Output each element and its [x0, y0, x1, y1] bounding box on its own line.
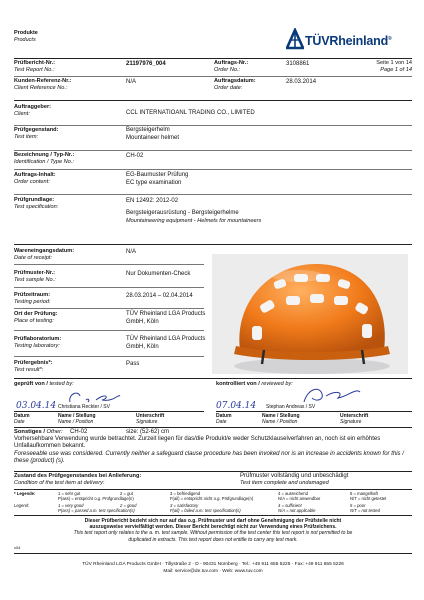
reviewed-signature — [298, 384, 362, 408]
divider — [14, 471, 412, 472]
test-item-label: Prüfgegenstand: Test item: — [14, 127, 59, 140]
reviewed-sign-line — [216, 411, 412, 412]
place-label: Ort der Prüfung: Place of testing: — [14, 311, 58, 324]
tested-by-label: geprüft von / tested by: — [14, 381, 74, 387]
col-date-reviewed: Datum Date — [216, 413, 232, 425]
divider — [14, 427, 412, 428]
sample-no-value: Nur Dokumenten-Check — [126, 271, 191, 277]
divider — [14, 308, 204, 309]
disclaimer: Dieser Prüfbericht bezieht sich nur auf das o.g. Prüfmuster und darf ohne Genehmigung der Prüfstelle nicht auszugsweise vervielfältigt werden. Dieser Bericht berechtigt nicht zur Verwendung eines Prüfzeichens. This test report only relates to the a. m. test sample. Without permission of the test center this test report is not permitted to be duplicated in extracts. This test report does not entitle to carry any test mark. — [73, 518, 353, 543]
divider — [14, 194, 412, 195]
lab-label: Prüflaboratorium: Testing laboratory: — [14, 336, 62, 349]
lab-value-1: TÜV Rheinland LGA Products — [126, 336, 206, 342]
divider — [14, 489, 412, 490]
reviewed-date: 07.04.14 — [216, 401, 257, 411]
foreseeable-use-de: Vorhersehbare Verwendung wurde betrachtet. Zurzeit liegen für das/die Produkt/e weder Schutzklauselverfahren an, noch ist ein erhöhtes Unfallaufkommen bekannt. — [14, 436, 381, 450]
identification-label: Bezeichnung / Typ-Nr.: Identification / Type No.: — [14, 152, 75, 165]
tested-date: 03.04.14 — [16, 401, 57, 411]
order-date-value: 28.03.2014 — [286, 79, 317, 85]
divider — [14, 169, 412, 170]
client-label: Auftraggeber: Client: — [14, 104, 51, 117]
reviewed-by-label: kontrolliert von / reviewed by: — [216, 381, 293, 387]
order-no-value: 3108861 — [286, 61, 310, 67]
testing-period-value: 28.03.2014 – 02.04.2014 — [126, 293, 193, 299]
form-version: v04 — [14, 545, 21, 550]
header-divider — [14, 58, 412, 59]
legend-e1b: P(ass) = passed a.m. test specification(s) — [58, 508, 135, 513]
product-en: Products — [14, 37, 36, 43]
legend-c2a: 2 = gut — [120, 491, 133, 496]
divider — [14, 356, 204, 357]
divider — [14, 76, 412, 77]
divider — [14, 150, 412, 151]
other-size: size: (52-62) cm — [126, 429, 170, 435]
lab-value-2: GmbH, Köln — [126, 344, 159, 350]
divider — [14, 515, 412, 516]
footer-address: TÜV Rheinland LGA Products GmbH · Tillystraße 2 · D - 90431 Nürnberg · Tel.: +49 911 655 5225 · Fax: +49 911 655 5226 — [82, 562, 344, 567]
legend-c5b: N/T = nicht getestet — [350, 496, 387, 501]
order-content-en: EC type examination — [126, 180, 182, 186]
report-no-label: Prüfbericht-Nr.: Test Report No.: — [14, 60, 56, 73]
condition-value-en: Test item complete and undamaged — [240, 480, 329, 486]
divider — [14, 378, 412, 379]
test-item-de: Bergsteigerhelm — [126, 127, 170, 133]
legend-c4a: 4 = ausreichend — [278, 491, 308, 496]
client-value: CCL INTERNATIOANL TRADING CO., LIMITED — [126, 110, 255, 116]
legend-e4b: N/A = not applicable — [278, 508, 316, 513]
place-value-1: TÜV Rheinland LGA Products — [126, 311, 206, 317]
col-sig-reviewed: Unterschrift Signature — [340, 413, 369, 425]
other-value: CH-02 — [70, 429, 88, 435]
order-no-label: Auftrags-Nr.: Order No.: — [214, 60, 249, 73]
place-value-2: GmbH, Köln — [126, 319, 159, 325]
legend-label: * Legende: — [14, 491, 36, 496]
sample-no-label: Prüfmuster-Nr.: Test sample No.: — [14, 270, 56, 283]
tested-name: Christiana Reckter / SV — [58, 404, 110, 410]
footer-contact: Mail: service@de.tuv.com · Web: www.tuv.com — [163, 569, 263, 574]
legend-c5a: 5 = mangelhaft — [350, 491, 378, 496]
legend-e5b: N/T = not tested — [350, 508, 380, 513]
test-spec-title-de: Bergsteigerausrüstung - Bergsteigerhelme — [126, 210, 239, 216]
legend-e3a: 3 = satisfactory — [170, 503, 199, 508]
helmet-illustration — [212, 254, 408, 374]
col-name-reviewed: Name / Stellung Name / Position — [262, 413, 300, 425]
result-value: Pass — [126, 361, 140, 367]
foreseeable-use-en: Foreseeable use was considered. Currently neither a safeguard clause procedure has been invoked nor is an increase in accidents known for this / these (product) (s). — [14, 451, 404, 465]
other-label: Sonstiges / Other: — [14, 429, 63, 435]
report-no-value: 21197976_004 — [126, 61, 166, 67]
tuv-logo — [286, 28, 414, 54]
legend-e1a: 1 = very good — [58, 503, 84, 508]
legend-e3b: F(ail) = failed a.m. test specification(s) — [170, 508, 241, 513]
result-label: Prüfergebnis*: Test result*: — [14, 360, 53, 373]
test-spec-title-en: Mountaineering equipment - Helmets for mountaineers — [126, 218, 262, 224]
divider — [14, 330, 204, 331]
legend-en-label: Legend: — [14, 503, 30, 508]
tuv-triangle-icon — [286, 28, 304, 50]
col-sig-tested: Unterschrift Signature — [136, 413, 165, 425]
testing-period-label: Prüfzeitraum: Testing period: — [14, 292, 51, 305]
legend-e4a: 4 = sufficient — [278, 503, 302, 508]
divider — [14, 125, 412, 126]
legend-c3a: 3 = befriedigend — [170, 491, 201, 496]
legend-c1a: 1 = sehr gut — [58, 491, 81, 496]
test-spec-label: Prüfgrundlage: Test specification: — [14, 197, 59, 210]
col-name-tested: Name / Stellung Name / Position — [58, 413, 96, 425]
identification-value: CH-02 — [126, 153, 144, 159]
legend-e5a: 5 = poor — [350, 503, 366, 508]
receipt-date-value: N/A — [126, 249, 137, 255]
col-date-tested: Datum Date — [14, 413, 30, 425]
test-item-en: Mountaineer helmet — [126, 135, 180, 141]
product-de: Produkte — [14, 30, 38, 36]
tested-sign-line — [14, 411, 204, 412]
tested-signature — [66, 388, 122, 406]
legend-c4b: N/A = nicht anwendbar — [278, 496, 321, 501]
divider — [14, 244, 412, 245]
helmet-photo — [212, 254, 408, 374]
order-date-label: Auftragsdatum: Order date: — [214, 78, 256, 91]
condition-label: Zustand des Prüfgegenstandes bei Anlieferung: Condition of the test item at delivery: — [14, 473, 142, 486]
tuv-brand-name: TÜVRheinland® — [305, 34, 392, 48]
order-content-label: Auftrags-Inhalt: Order content: — [14, 172, 56, 185]
legend-c3b: F(ail) = entspricht nicht o.g. Prüfgrundlage(n) — [170, 496, 254, 501]
reviewed-name: Stephan Andreas / SV — [266, 404, 316, 410]
page-indicator: Seite 1 von 14 Page 1 of 14 — [376, 60, 412, 73]
divider — [14, 264, 204, 265]
client-ref-value: N/A — [126, 79, 137, 85]
test-spec-standard: EN 12492: 2012-02 — [126, 198, 179, 204]
legend-e2a: 2 = good — [120, 503, 137, 508]
divider — [14, 287, 204, 288]
product-division-label — [14, 30, 38, 44]
condition-value-de: Prüfmuster vollständig und unbeschädigt — [240, 473, 349, 479]
divider — [14, 100, 412, 101]
order-content-de: EG-Baumuster Prüfung — [126, 172, 189, 178]
divider — [14, 553, 412, 554]
receipt-date-label: Wareneingangsdatum: Date of receipt: — [14, 248, 75, 261]
legend-c1b: P(ass) = entspricht o.g. Prüfgrundlage(n) — [58, 496, 134, 501]
client-ref-label: Kunden-Referenz-Nr.: Client Reference No.: — [14, 78, 72, 91]
